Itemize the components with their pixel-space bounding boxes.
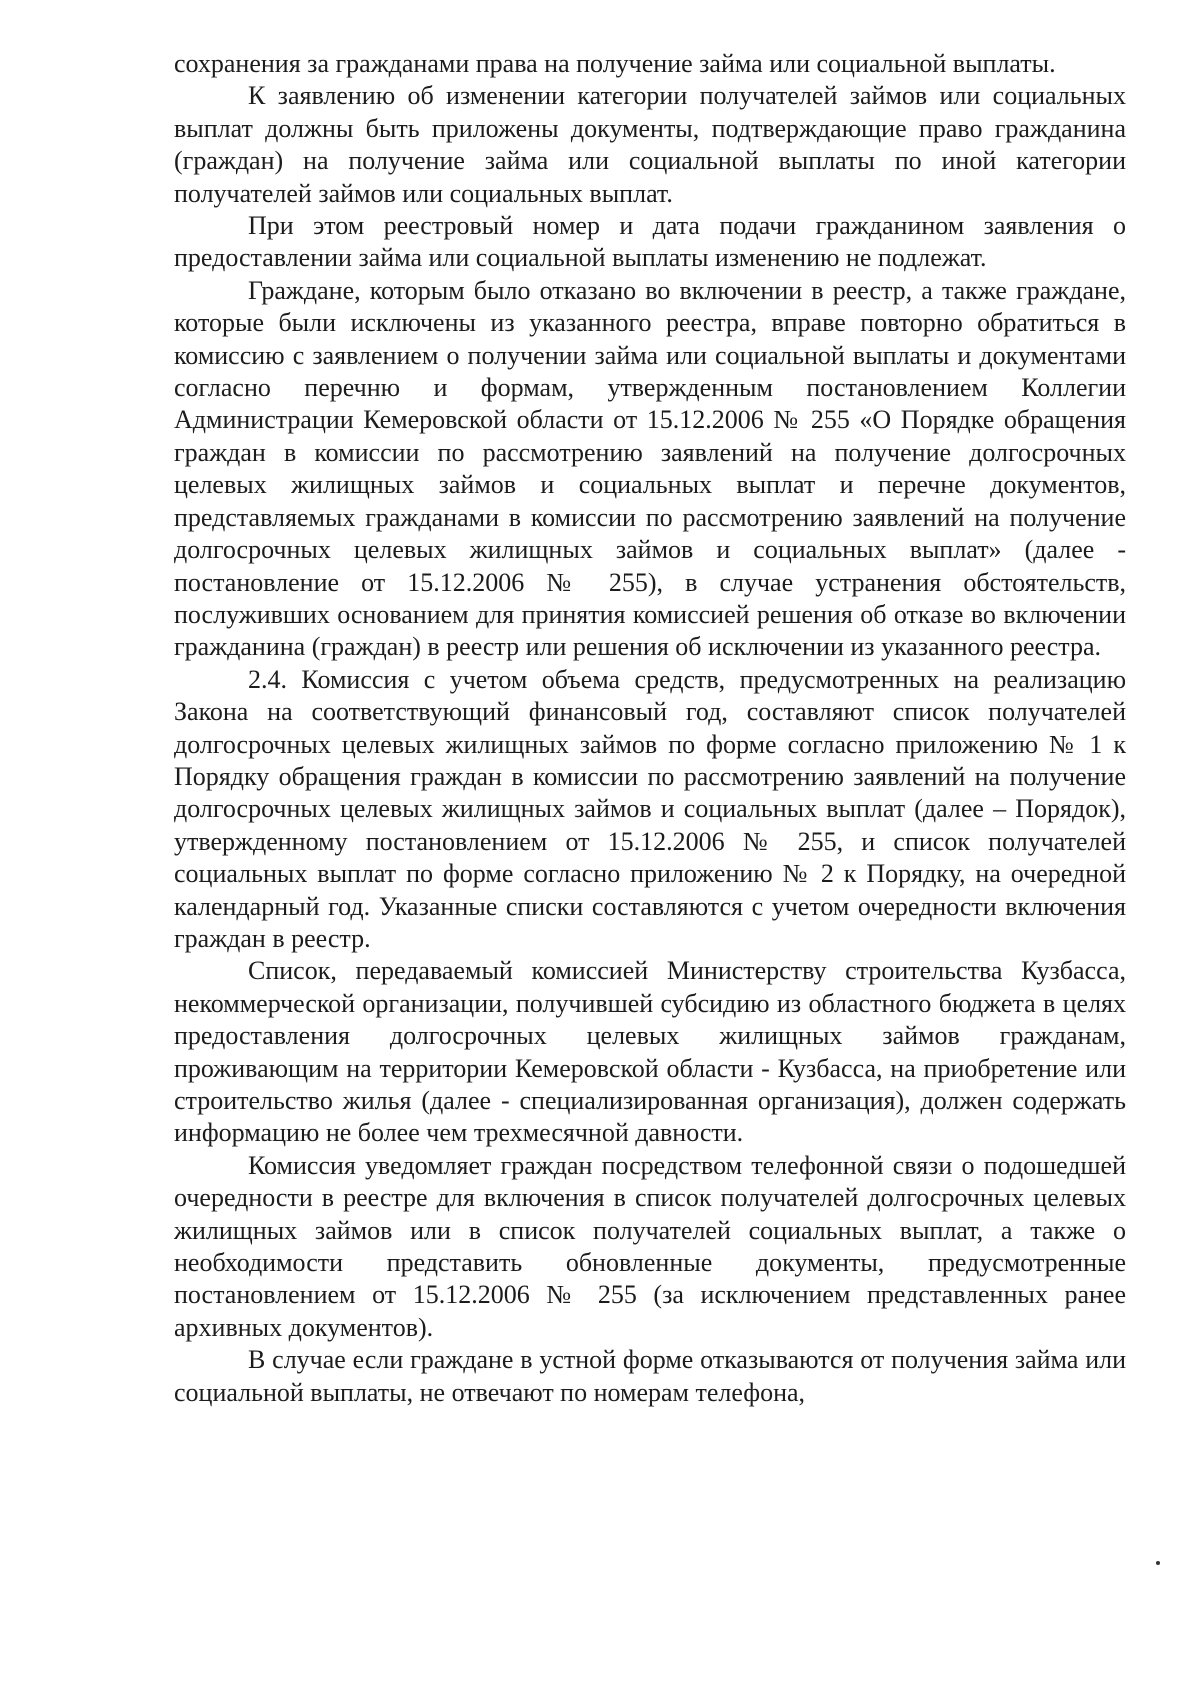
paragraph-list-transfer: Список, передаваемый комиссией Министерству строительства Кузбасса, некоммерческой организации, получившей субсидию из областного бюджета в целях предоставления долгосрочных целевых жилищных займов гражданам, проживающим на территории Кемеровской области - Кузбасса, на приобретение или строительство жилья (далее - специализированная организация), должен содержать информацию не более чем трехмесячной давности. [174, 956, 1126, 1148]
scan-dot [1156, 1561, 1160, 1565]
paragraph-continuation: сохранения за гражданами права на получение займа или социальной выплаты. [174, 49, 1056, 78]
paragraph-notification: Комиссия уведомляет граждан посредством телефонной связи о подошедшей очередности в реестре для включения в список получателей долгосрочных целевых жилищных займов или в список получателей социальных выплат, а также о необходимости представить обновленные документы, предусмотренные постановлением от 15.12.2006 № 255 (за исключением представленных ранее архивных документов). [174, 1150, 1126, 1342]
document-body [174, 48, 1126, 1409]
paragraph-section-2-4: 2.4. Комиссия с учетом объема средств, предусмотренных на реализацию Закона на соответствующий финансовый год, составляют список получателей долгосрочных целевых жилищных займов по форме согласно приложению № 1 к Порядку обращения граждан в комиссии по рассмотрению заявлений на получение долгосрочных целевых жилищных займов и социальных выплат (далее – Порядок), утвержденному постановлением от 15.12.2006 № 255, и список получателей социальных выплат по форме согласно приложению № 2 к Порядку, на очередной календарный год. Указанные списки составляются с учетом очередности включения граждан в реестр. [174, 664, 1126, 953]
paragraph-registry-number: При этом реестровый номер и дата подачи гражданином заявления о предоставлении займа или социальной выплаты изменению не подлежат. [174, 211, 1126, 273]
paragraph-category-change-documents: К заявлению об изменении категории получателей займов или социальных выплат должны быть приложены документы, подтверждающие право гражданина (граждан) на получение займа или социальной выплаты по иной категории получателей займов или социальных выплат. [174, 81, 1126, 208]
paragraph-reapplication: Граждане, которым было отказано во включении в реестр, а также граждане, которые были исключены из указанного реестра, вправе повторно обратиться в комиссию с заявлением о получении займа или социальной выплаты и документами согласно перечню и формам, утвержденным постановлением Коллегии Администрации Кемеровской области от 15.12.2006 № 255 «О Порядке обращения граждан в комиссии по рассмотрению заявлений на получение долгосрочных целевых жилищных займов и социальных выплат и перечне документов, представляемых гражданами в комиссии по рассмотрению заявлений на получение долгосрочных целевых жилищных займов и социальных выплат» (далее - постановление от 15.12.2006 № 255), в случае устранения обстоятельств, послуживших основанием для принятия комиссией решения об отказе во включении гражданина (граждан) в реестр или решения об исключении из указанного реестра. [174, 275, 1126, 662]
paragraph-refusal: В случае если граждане в устной форме отказываются от получения займа или социальной выплаты, не отвечают по номерам телефона, [174, 1345, 1126, 1407]
